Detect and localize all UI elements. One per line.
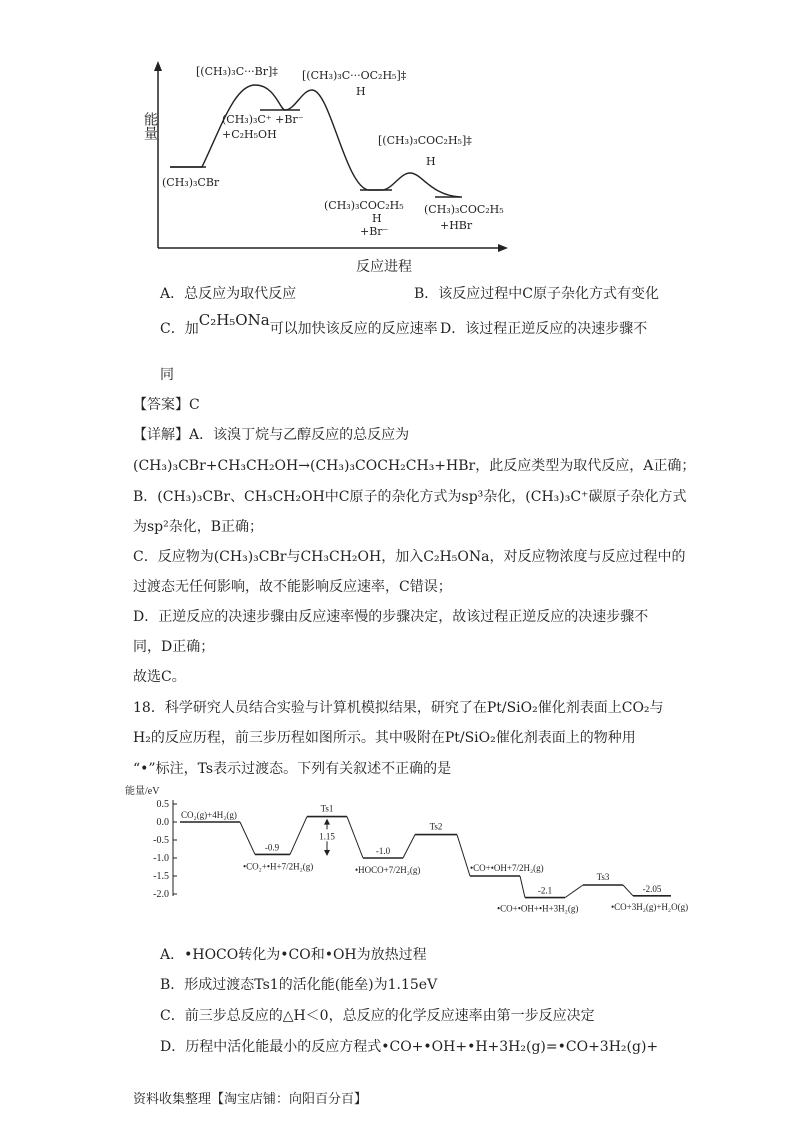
chart2-connector — [347, 817, 363, 858]
q18-option-a: A．•HOCO转化为•CO和•OH为放热过程 — [160, 947, 427, 963]
product-label: (CH₃)₃COC₂H₅ — [424, 203, 504, 216]
chart2-label-co-oh-h: •CO+•OH+•H+3H₂(g) — [497, 903, 579, 914]
chart2-annotation-hoco: -1.0 — [375, 846, 391, 856]
q18-option-b: B．形成过渡态Ts1的活化能(能垒)为1.15eV — [160, 977, 438, 993]
chart2-connector — [565, 885, 583, 898]
chart2-label-ts1: Ts1 — [320, 803, 334, 814]
chart2-label-product: •CO+3H₂(g)+H₂O(g) — [611, 901, 689, 912]
q17-option-d-cont: 同 — [160, 367, 174, 383]
chart2-label-reactant: CO₂(g)+4H₂(g) — [181, 810, 237, 820]
detail-line-4: 为sp²杂化，B正确； — [133, 519, 264, 535]
chart2-connector — [623, 885, 633, 896]
q17-option-d: D．该过程正逆反应的决速步骤不 — [440, 321, 648, 337]
chart2-connector — [457, 835, 470, 876]
q18-stem-1: 18．科学研究人员结合实验与计算机模拟结果，研究了在Pt/SiO₂催化剂表面上CO₂与 — [133, 700, 664, 716]
ts2-label: [(CH₃)₃C···OC₂H₅]‡ — [302, 69, 407, 82]
chart2-annotation-barrier: 1.15 — [319, 831, 335, 842]
chart2-connector — [403, 835, 415, 858]
y-axis-arrow — [154, 61, 162, 71]
energy-chart-2 — [125, 784, 715, 929]
ts2-h-label: H — [356, 85, 366, 98]
ts3-h-label: H — [426, 155, 436, 168]
q18-stem-2: H₂的反应历程，前三步历程如图所示。其中吸附在Pt/SiO₂催化剂表面上的物种用 — [133, 730, 636, 746]
chart2-ylabel: 能量/eV — [125, 786, 160, 797]
chart2-label-ts2: Ts2 — [429, 821, 443, 832]
q18-option-c: C．前三步总反应的△H＜0，总反应的化学反应速率由第一步反应决定 — [160, 1008, 595, 1024]
q17-option-c: C．加C₂H₅ONa可以加快该反应的反应速率 — [160, 311, 438, 337]
q17-option-a: A．总反应为取代反应 — [160, 286, 297, 302]
reactant-label: (CH₃)₃CBr — [162, 176, 220, 189]
q18-stem-3: “•”标注，Ts表示过渡态。下列有关叙述不正确的是 — [133, 761, 452, 777]
intermediate1-label: (CH₃)₃C⁺ +Br⁻ — [222, 113, 304, 126]
q18-option-d: D．历程中活化能最小的反应方程式•CO+•OH+•H+3H₂(g)=•CO+3H₂(g)+ — [160, 1039, 659, 1055]
intermediate1-label-2: +C₂H₅OH — [222, 128, 277, 141]
chart2-label-ts3: Ts3 — [596, 872, 610, 882]
x-axis-label: 反应进程 — [356, 259, 412, 275]
chart2-label-co-oh: •CO+•OH+7/2H₂(g) — [470, 863, 544, 873]
chart2-connector — [290, 817, 307, 855]
x-axis-arrow — [498, 244, 508, 252]
intermediate2-br-label: +Br⁻ — [360, 225, 389, 238]
answer-line: 【答案】C — [133, 397, 200, 413]
detail-line-1: 【详解】A．该溴丁烷与乙醇反应的总反应为 — [133, 427, 410, 443]
detail-line-8: 同，D正确； — [133, 639, 215, 655]
detail-line-3: B．(CH₃)₃CBr、CH₃CH₂OH中C原子的杂化方式为sp³杂化，(CH₃)₃C⁺碳原子杂化方式 — [133, 489, 687, 505]
detail-line-5: C．反应物为(CH₃)₃CBr与CH₃CH₂OH，加入C₂H₅ONa，对反应物浓度与反应过程中的 — [133, 549, 686, 565]
chart2-annotation-co2: -0.9 — [264, 842, 280, 853]
chart2-annotation-product: -2.05 — [642, 883, 662, 894]
y-axis-label: 能量 — [142, 112, 158, 140]
chart2-label-co2-ads: •CO₂+•H+7/2H₂(g) — [243, 861, 314, 872]
chart2-ytick-label: -0.5 — [153, 835, 169, 846]
ts3-label: [(CH₃)₃COC₂H₅]‡ — [378, 134, 472, 147]
footer-text: 资料收集整理【淘宝店铺：向阳百分百】 — [133, 1092, 368, 1107]
chart2-ytick-label: -1.0 — [153, 853, 169, 864]
chart2-barrier-arrow-head-down — [324, 850, 330, 856]
ts1-label: [(CH₃)₃C···Br]‡ — [196, 65, 278, 78]
chart2-connector — [520, 876, 525, 898]
chart2-ytick-label: -2.0 — [153, 889, 169, 900]
intermediate2-label: (CH₃)₃COC₂H₅ — [324, 199, 404, 212]
energy-diagram-1 — [130, 55, 550, 270]
chart2-annotation-co-oh-h: -2.1 — [537, 885, 553, 896]
chart2-ytick-label: 0.5 — [156, 799, 169, 810]
detail-line-2: (CH₃)₃CBr+CH₃CH₂OH→(CH₃)₃COCH₂CH₃+HBr，此反应类型为取代反应，A正确； — [133, 458, 696, 474]
intermediate2-h-label: H — [372, 212, 382, 225]
detail-line-9: 故选C。 — [133, 669, 186, 685]
detail-line-7: D．正逆反应的决速步骤由反应速率慢的步骤决定，故该过程正逆反应的决速步骤不 — [133, 609, 649, 625]
chart2-ytick-label: 0.0 — [156, 817, 169, 828]
chart2-barrier-arrow-head-up — [324, 819, 330, 825]
chart2-connector — [240, 822, 255, 854]
detail-line-6: 过渡态无任何影响，故不能影响反应速率，C错误； — [133, 579, 452, 595]
chart2-label-hoco: •HOCO+7/2H₂(g) — [355, 865, 421, 875]
chart2-ytick-label: -1.5 — [153, 871, 169, 882]
product-hbr-label: +HBr — [440, 219, 473, 232]
q17-option-b: B．该反应过程中C原子杂化方式有变化 — [414, 286, 659, 302]
